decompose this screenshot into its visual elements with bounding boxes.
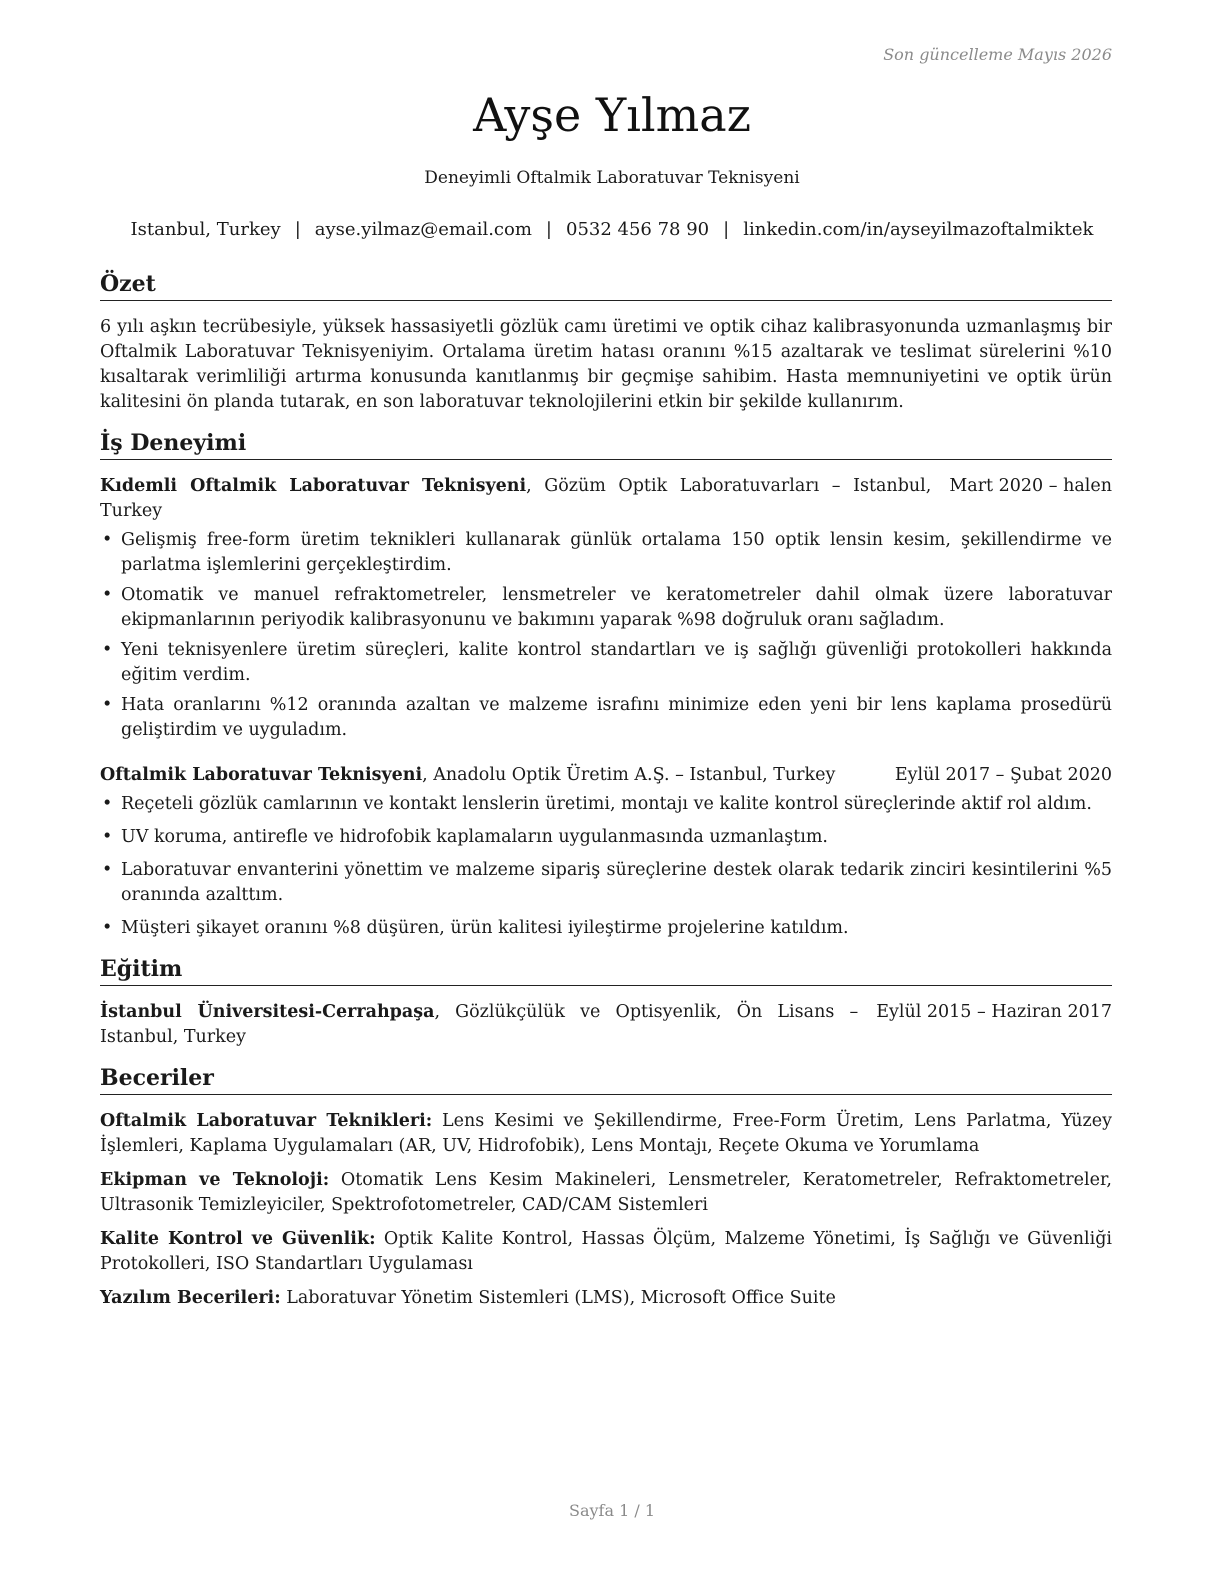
list-item: • Reçeteli gözlük camlarının ve kontakt lenslerin üretimi, montajı ve kalite kontrol süreçlerinde aktif rol aldım. [100,792,1112,817]
summary-section [100,270,1112,415]
contact-location: Istanbul, Turkey [130,219,281,240]
summary-text: 6 yılı aşkın tecrübesiyle, yüksek hassasiyetli gözlük camı üretimi ve optik cihaz kalibrasyonunda uzmanlaşmış bir Oftalmik Laboratuvar Teknisyeniyim. Ortalama üretim hatası oranını %15 azaltarak ve teslimat sürelerini %10 kısaltarak verimliliği artırma konusunda kanıtlanmış bir geçmişe sahibim. Hasta memnuniyetini ve optik ürün kalitesini ön planda tutarak, en son laboratuvar teknolojilerini etkin bir şekilde kullanırım. [100,317,1112,412]
contact-phone: 0532 456 78 90 [566,219,710,240]
skill-row [100,1286,1112,1311]
list-item: • Laboratuvar envanterini yönettim ve malzeme sipariş süreçlerine destek olarak tedarik zinciri kesintilerini %5 oranında azalttım. [100,858,1112,908]
experience-section [100,429,1112,941]
last-updated: Son güncelleme Mayıs 2026 [883,45,1112,64]
section-title: Beceriler [100,1064,1112,1095]
job-header [100,474,1112,524]
contact-separator: | [294,219,301,240]
skill-label: Kalite Kontrol ve Güvenlik: [100,1229,376,1249]
contact-separator: | [545,219,552,240]
skill-text: Optik Kalite Kontrol, Hassas Ölçüm, Malzeme Yönetimi, İş Sağlığı ve Güvenliği Protokolleri, ISO Standartları Uygulaması [100,1229,1112,1274]
education-entry [100,1000,1112,1050]
contact-line [0,219,1224,240]
job-header [100,763,1112,788]
contact-separator: | [723,219,730,240]
job-entry [100,474,1112,743]
skill-label: Oftalmik Laboratuvar Teknikleri: [100,1111,433,1131]
job-bullets [100,528,1112,743]
section-title: Özet [100,270,1112,301]
job-role: Kıdemli Oftalmik Laboratuvar Teknisyeni [100,476,527,496]
job-role: Oftalmik Laboratuvar Teknisyeni [100,765,423,785]
skill-row [100,1109,1112,1159]
contact-email[interactable]: ayse.yilmaz@email.com [314,219,532,240]
list-item: • Otomatik ve manuel refraktometreler, lensmetreler ve keratometreler dahil olmak üzere laboratuvar ekipmanlarının periyodik kalibrasyonunu ve bakımını yaparak %98 doğruluk oranı sağladım. [100,583,1112,633]
job-date: Eylül 2017 – Şubat 2020 [894,765,1112,785]
job-entry [100,763,1112,941]
job-date: Mart 2020 – halen [949,476,1112,496]
contact-linkedin[interactable]: linkedin.com/in/ayseyilmazoftalmiktek [743,219,1094,240]
education-detail: , Gözlükçülük ve Optisyenlik, Ön Lisans – Istanbul, Turkey [100,1002,859,1047]
list-item: • Yeni teknisyenlere üretim süreçleri, kalite kontrol standartları ve iş sağlığı güvenliği protokolleri hakkında eğitim verdim. [100,638,1112,688]
job-bullets [100,792,1112,941]
education-date: Eylül 2015 – Haziran 2017 [876,1002,1112,1022]
list-item: • Gelişmiş free-form üretim teknikleri kullanarak günlük ortalama 150 optik lensin kesim, şekillendirme ve parlatma işlemlerini gerçekleştirdim. [100,528,1112,578]
list-item: • UV koruma, antirefle ve hidrofobik kaplamaların uygulanmasında uzmanlaştım. [100,825,1112,850]
skill-text: Otomatik Lens Kesim Makineleri, Lensmetreler, Keratometreler, Refraktometreler, Ultrasonik Temizleyiciler, Spektrofotometreler, CAD/CAM Sistemleri [100,1170,1112,1215]
skill-label: Yazılım Becerileri: [100,1288,281,1308]
page-number: Sayfa 1 / 1 [568,1501,655,1520]
education-section [100,955,1112,1050]
skill-text: Laboratuvar Yönetim Sistemleri (LMS), Microsoft Office Suite [280,1288,836,1308]
education-school: İstanbul Üniversitesi-Cerrahpaşa [100,1002,435,1022]
candidate-name: Ayşe Yılmaz [473,88,751,142]
skill-row [100,1168,1112,1218]
job-org: , Gözüm Optik Laboratuvarları – Istanbul, Turkey [100,476,932,521]
section-title: İş Deneyimi [100,429,1112,460]
section-title: Eğitim [100,955,1112,986]
job-org: , Anadolu Optik Üretim A.Ş. – Istanbul, Turkey [422,765,836,785]
candidate-tagline: Deneyimli Oftalmik Laboratuvar Teknisyeni [424,168,800,188]
skill-label: Ekipman ve Teknoloji: [100,1170,330,1190]
list-item: • Müşteri şikayet oranını %8 düşüren, ürün kalitesi iyileştirme projelerine katıldım. [100,916,1112,941]
resume-content [100,270,1112,1325]
skills-section [100,1064,1112,1311]
skill-text: Lens Kesimi ve Şekillendirme, Free-Form Üretim, Lens Parlatma, Yüzey İşlemleri, Kaplama Uygulamaları (AR, UV, Hidrofobik), Lens Montajı, Reçete Okuma ve Yorumlama [100,1111,1112,1156]
skill-row [100,1227,1112,1277]
list-item: • Hata oranlarını %12 oranında azaltan ve malzeme israfını minimize eden yeni bir lens kaplama prosedürü geliştirdim ve uyguladım. [100,693,1112,743]
